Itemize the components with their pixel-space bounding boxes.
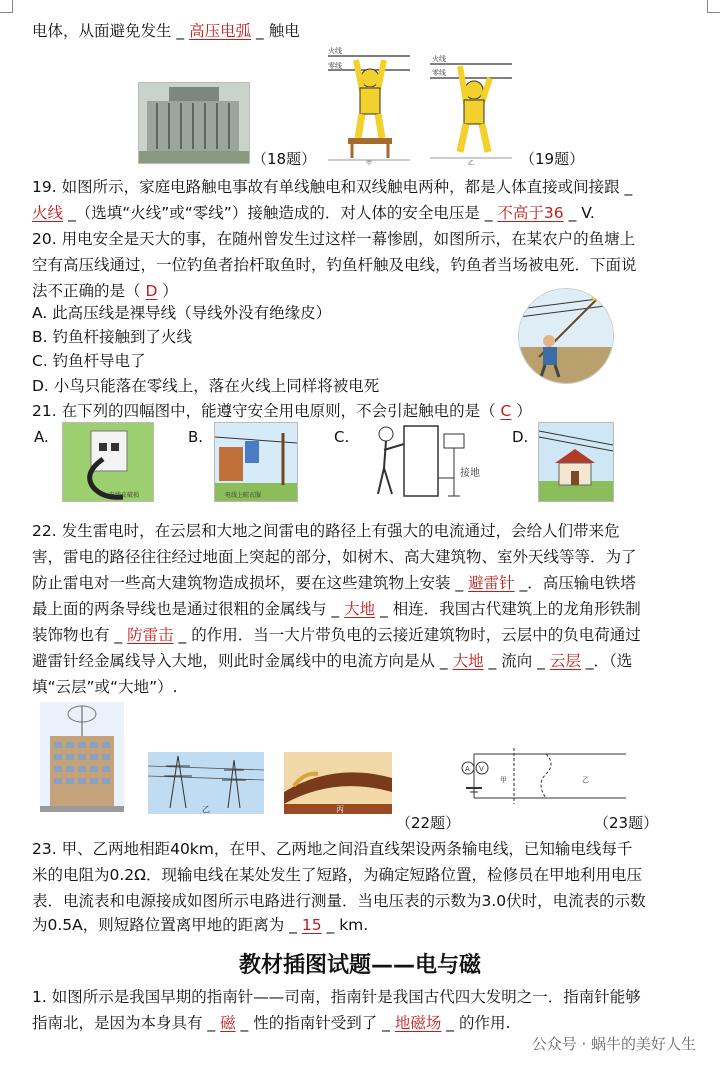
question-23-line-2: 米的电阻为0.2Ω．现输电线在某处发生了短路，为确定短路位置，检修员在甲地利用电压 [32,866,642,884]
answer: 大地 [452,652,484,670]
question-21-stem: 21. 在下列的四幅图中，能遵守安全用电原则，不会引起触电的是（ C ） [32,402,532,420]
figure-caption: （19题） [520,150,585,168]
answer: 不高于36 [497,204,564,222]
question-22-line-6: 避雷针经金属线导入大地，则此时金属线中的电流方向是从 _ 大地 _ 流向 _ 云层 _．（选 [32,652,633,670]
question-23-line-3: 表．电流表和电源接成如图所示电路进行测量．当电压表的示数为3.0伏时，电流表的示数 [32,892,646,910]
figure-caption: （18题） [252,150,317,168]
image-note: 电线皮破损 [109,492,140,499]
choice-label-d: D. [512,428,529,446]
answer: 避雷针 [468,574,515,592]
question-22-line-7: 填“云层”或“大地”）. [32,678,178,696]
house-near-powerline-image [538,422,614,502]
question-22-line-1: 22. 发生雷电时，在云层和大地之间雷电的路径上有强大的电流通过，会给人们带来危 [32,522,620,540]
answer: 高压电弧 [189,22,252,40]
fisherman-image [518,288,614,384]
figure-sublabel: 乙 [468,160,475,166]
figure-sublabel: 乙 [202,805,210,814]
answer: D [145,282,158,300]
question-20-line-1: 20. 用电安全是天大的事，在随州曾发生过这样一幕惨剧，如图所示，在某农户的鱼塘上 [32,230,636,248]
svg-text:V: V [479,765,484,773]
location-label: 乙 [582,776,589,784]
figure-caption: （22题） [396,814,461,832]
location-label: 甲 [500,776,507,784]
question-22-line-3: 防止雷电对一些高大建筑物造成损坏，要在这些建筑物上安装 _ 避雷针 _．高压输电铁塔 [32,574,636,592]
question-1-line-1: 1. 如图所示是我国早期的指南针——司南，指南针是我国古代四大发明之一．指南针能够 [32,988,641,1006]
figure-caption: （23题） [594,814,659,832]
answer: 大地 [344,600,376,618]
option-a: A. 此高压线是裸导线（导线外没有绝缘皮） [32,304,332,322]
figure-sublabel: 丙 [336,805,344,814]
answer: 火线 [32,204,64,222]
tall-building-image [40,702,124,812]
question-22-line-2: 害，雷电的路径往往经过地面上突起的部分，如树木、高大建筑物、室外天线等等．为了 [32,548,637,566]
option-b: B. 钓鱼杆接触到了火线 [32,328,192,346]
answer: 地磁场 [394,1014,442,1032]
damaged-plug-image [62,422,154,502]
option-c: C. 钓鱼杆导电了 [32,352,146,370]
question-19-line-2: 火线 _（选填“火线”或“零线”）接触造成的．对人体的安全电压是 _ 不高于36 _ V. [32,204,595,222]
figure-sublabel: 甲 [366,160,373,166]
choice-label-c: C. [334,428,350,446]
double-line-shock-figure [430,54,512,166]
question-20-line-3: 法不正确的是（ D ） [32,282,178,300]
question-20-line-2: 空有高压线通过，一位钓鱼者抬杆取鱼时，钓鱼杆触及电线，钓鱼者当场被电死．下面说 [32,256,637,274]
short-circuit-diagram [456,744,636,808]
question-23-line-4: 为0.5A，则短路位置离甲地的距离为 _ 15 _ km. [32,916,369,934]
choice-label-b: B. [188,428,204,446]
question-23-line-1: 23. 甲、乙两地相距40km，在甲、乙两地之间沿直线架设两条输电线，已知输电线每千 [32,840,633,858]
single-line-shock-figure [328,42,410,166]
answer: 磁 [220,1014,236,1032]
grounded-appliance-image [360,420,490,500]
answer: 云层 [549,652,581,670]
live-wire-label: 火线 [432,55,446,63]
answer: C [500,402,512,420]
text-line: 电体，从面避免发生 _ 高压电弧 _ 触电 [32,22,300,40]
svg-text:A: A [465,765,470,773]
answer: 15 [301,916,322,934]
choice-label-a: A. [34,428,49,446]
corner-mark [707,0,720,13]
question-1-line-2: 指南北，是因为本身具有 _ 磁 _ 性的指南针受到了 _ 地磁场 _ 的作用. [32,1014,511,1032]
live-wire-label: 火线 [328,47,342,55]
option-d: D. 小鸟只能落在零线上，落在火线上同样将被电死 [32,377,380,395]
ancient-roof-image [284,752,392,814]
transmission-tower-image [148,752,264,814]
corner-mark [0,0,13,13]
image-note: 电线上晾衣服 [225,492,262,499]
question-19-line-1: 19. 如图所示，家庭电路触电事故有单线触电和双线触电两种，都是人体直接或间接跟 _ [32,178,633,196]
neutral-wire-label: 零线 [432,69,446,77]
section-heading: 教材插图试题——电与磁 [238,953,481,978]
transformer-image [138,82,250,164]
ground-label: 接地 [460,468,480,479]
laundry-on-wire-image [214,422,298,502]
question-22-line-4: 最上面的两条导线也是通过很粗的金属线与 _ 大地 _ 相连．我国古代建筑上的龙角形铁制 [32,600,641,618]
question-22-line-5: 装饰物也有 _ 防雷击 _ 的作用．当一大片带负电的云接近建筑物时，云层中的负电荷通过 [32,626,641,644]
watermark: 公众号 · 蜗牛的美好人生 [531,1035,696,1053]
neutral-wire-label: 零线 [328,62,342,70]
answer: 防雷击 [127,626,174,644]
